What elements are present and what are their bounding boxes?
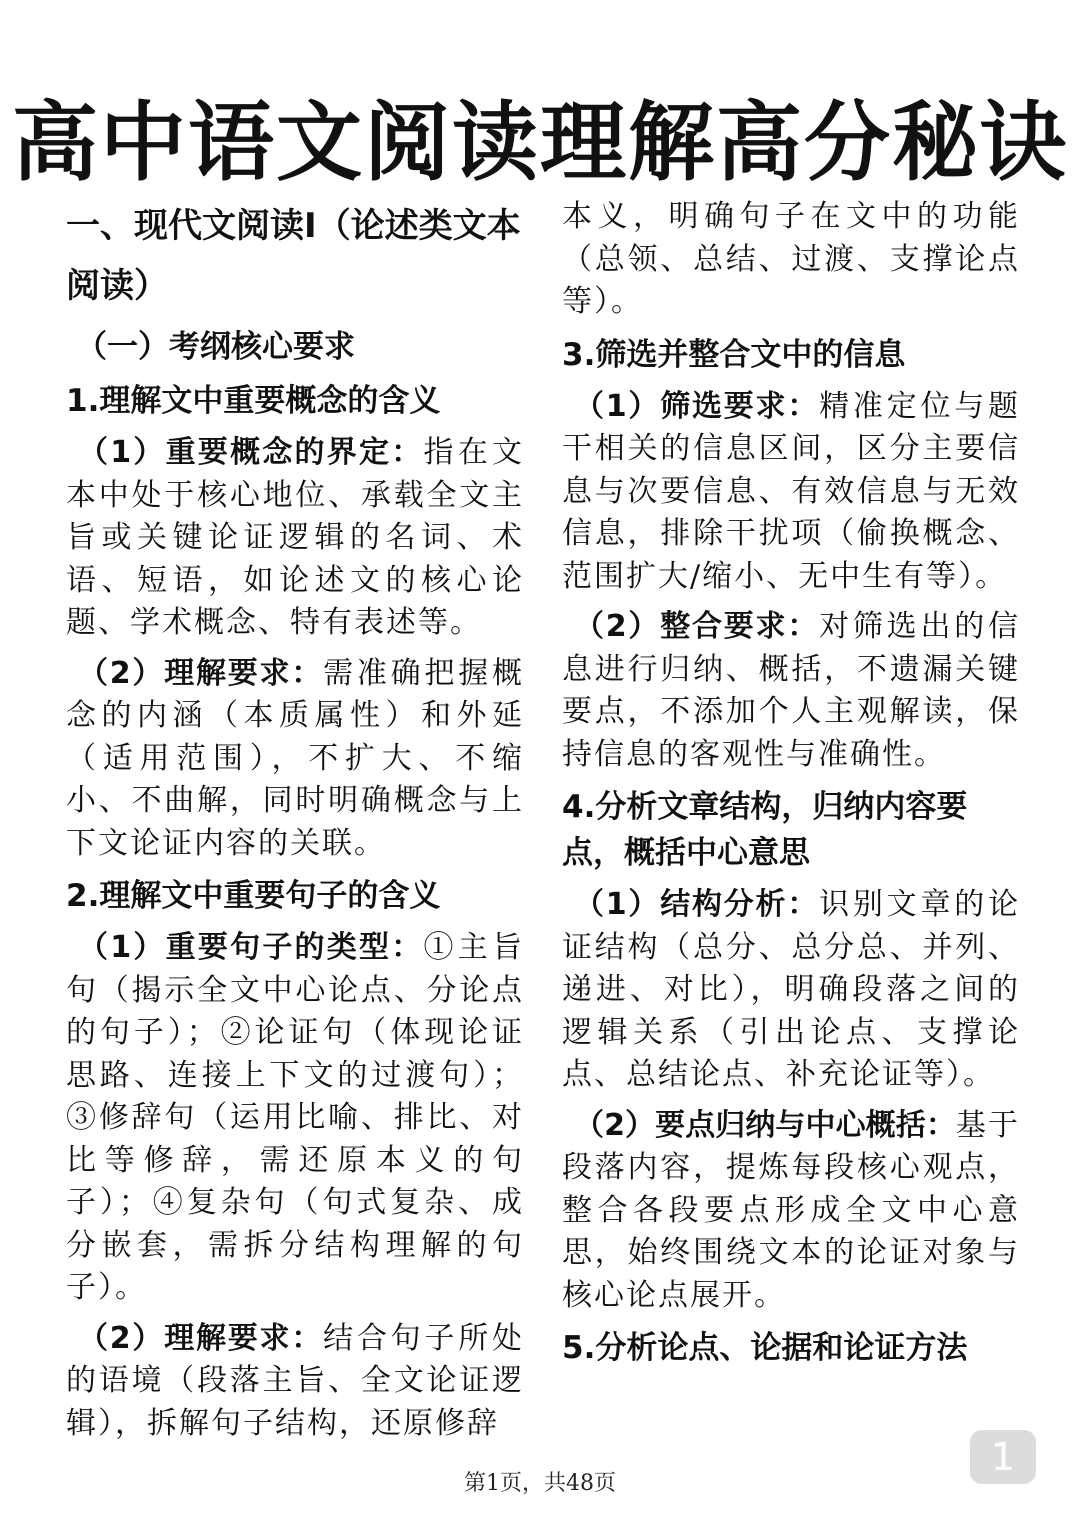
subsection-heading: （一）考纲核心要求: [76, 329, 355, 365]
point-heading-5: 5.分析论点、论据和论证方法: [562, 1330, 968, 1366]
page-number-badge: 1: [970, 1430, 1036, 1484]
paragraph-text: ①主旨句（揭示全文中心论点、分论点的句子）；②论证句（体现论证思路、连接上下文的过渡句）；③修辞句（运用比喻、排比、对比等修辞，需还原本义的句子）；④复杂句（句式复杂、成分嵌套，需拆分结构理解的句子）。: [66, 930, 525, 1305]
paragraph-lead: （2）理解要求：: [78, 1320, 324, 1356]
left-column: [66, 196, 524, 1453]
paragraph-text: 精准定位与题干相关的信息区间，区分主要信息与次要信息、有效信息与无效信息，排除干扰项（偷换概念、范围扩大/缩小、无中生有等）。: [562, 388, 1021, 594]
paragraph-sentence-types: [66, 927, 524, 1310]
paragraph-lead: （1）结构分析：: [574, 887, 820, 922]
point-heading-1: 1.理解文中重要概念的含义: [66, 383, 441, 419]
paragraph-integrate-requirement: [562, 606, 1020, 776]
point-heading-3: 3.筛选并整合文中的信息: [562, 336, 906, 373]
paragraph-continued: [562, 196, 1020, 324]
paragraph-text: 结合句子所处的语境（段落主旨、全文论证逻辑），拆解句子结构，还原修辞: [66, 1320, 525, 1441]
paragraph-lead: （2）整合要求：: [574, 609, 820, 644]
paragraph-summary: [562, 1105, 1020, 1318]
section-heading: 一、现代文阅读Ⅰ（论述类文本阅读）: [66, 206, 521, 306]
paragraph-concept-requirement: [66, 653, 524, 866]
paragraph-text: 需准确把握概念的内涵（本质属性）和外延（适用范围），不扩大、不缩小、不曲解，同时明确概念与上下文论证内容的关联。: [66, 655, 525, 861]
paragraph-lead: （1）筛选要求：: [574, 388, 820, 424]
paragraph-lead: （1）重要概念的界定：: [78, 435, 424, 470]
page-footer: 第1页，共48页: [464, 1471, 616, 1496]
point-heading-2: 2.理解文中重要句子的含义: [66, 878, 441, 914]
paragraph-text: 基于段落内容，提炼每段核心观点，整合各段要点形成全文中心意思，始终围绕文本的论证对象与核心论点展开。: [562, 1107, 1021, 1313]
paragraph-text: 本义，明确句子在文中的功能（总领、总结、过渡、支撑论点等）。: [562, 199, 1020, 319]
paragraph-concept-definition: [66, 432, 524, 645]
paragraph-lead: （2）理解要求：: [78, 655, 324, 691]
paragraph-lead: （2）要点归纳与中心概括：: [574, 1107, 956, 1143]
document-title: 高中语文阅读理解高分秘诀: [12, 93, 1068, 193]
paragraph-text: 识别文章的论证结构（总分、总分总、并列、递进、对比），明确段落之间的逻辑关系（引出论点、支撑论点、总结论点、补充论证等）。: [562, 887, 1021, 1092]
paragraph-structure-analysis: [562, 884, 1020, 1097]
paragraph-filter-requirement: [562, 386, 1020, 599]
paragraph-text: 对筛选出的信息进行归纳、概括，不遗漏关键要点，不添加个人主观解读，保持信息的客观性与准确性。: [562, 609, 1021, 772]
paragraph-lead: （1）重要句子的类型：: [78, 930, 424, 965]
right-column: [562, 196, 1020, 1379]
point-heading-4: 4.分析文章结构，归纳内容要点，概括中心意思: [562, 789, 968, 871]
paragraph-text: 指在文本中处于核心地位、承载全文主旨或关键论证逻辑的名词、术语、短语，如论述文的核心论题、学术概念、特有表述等。: [66, 435, 525, 640]
paragraph-sentence-requirement: [66, 1318, 524, 1446]
